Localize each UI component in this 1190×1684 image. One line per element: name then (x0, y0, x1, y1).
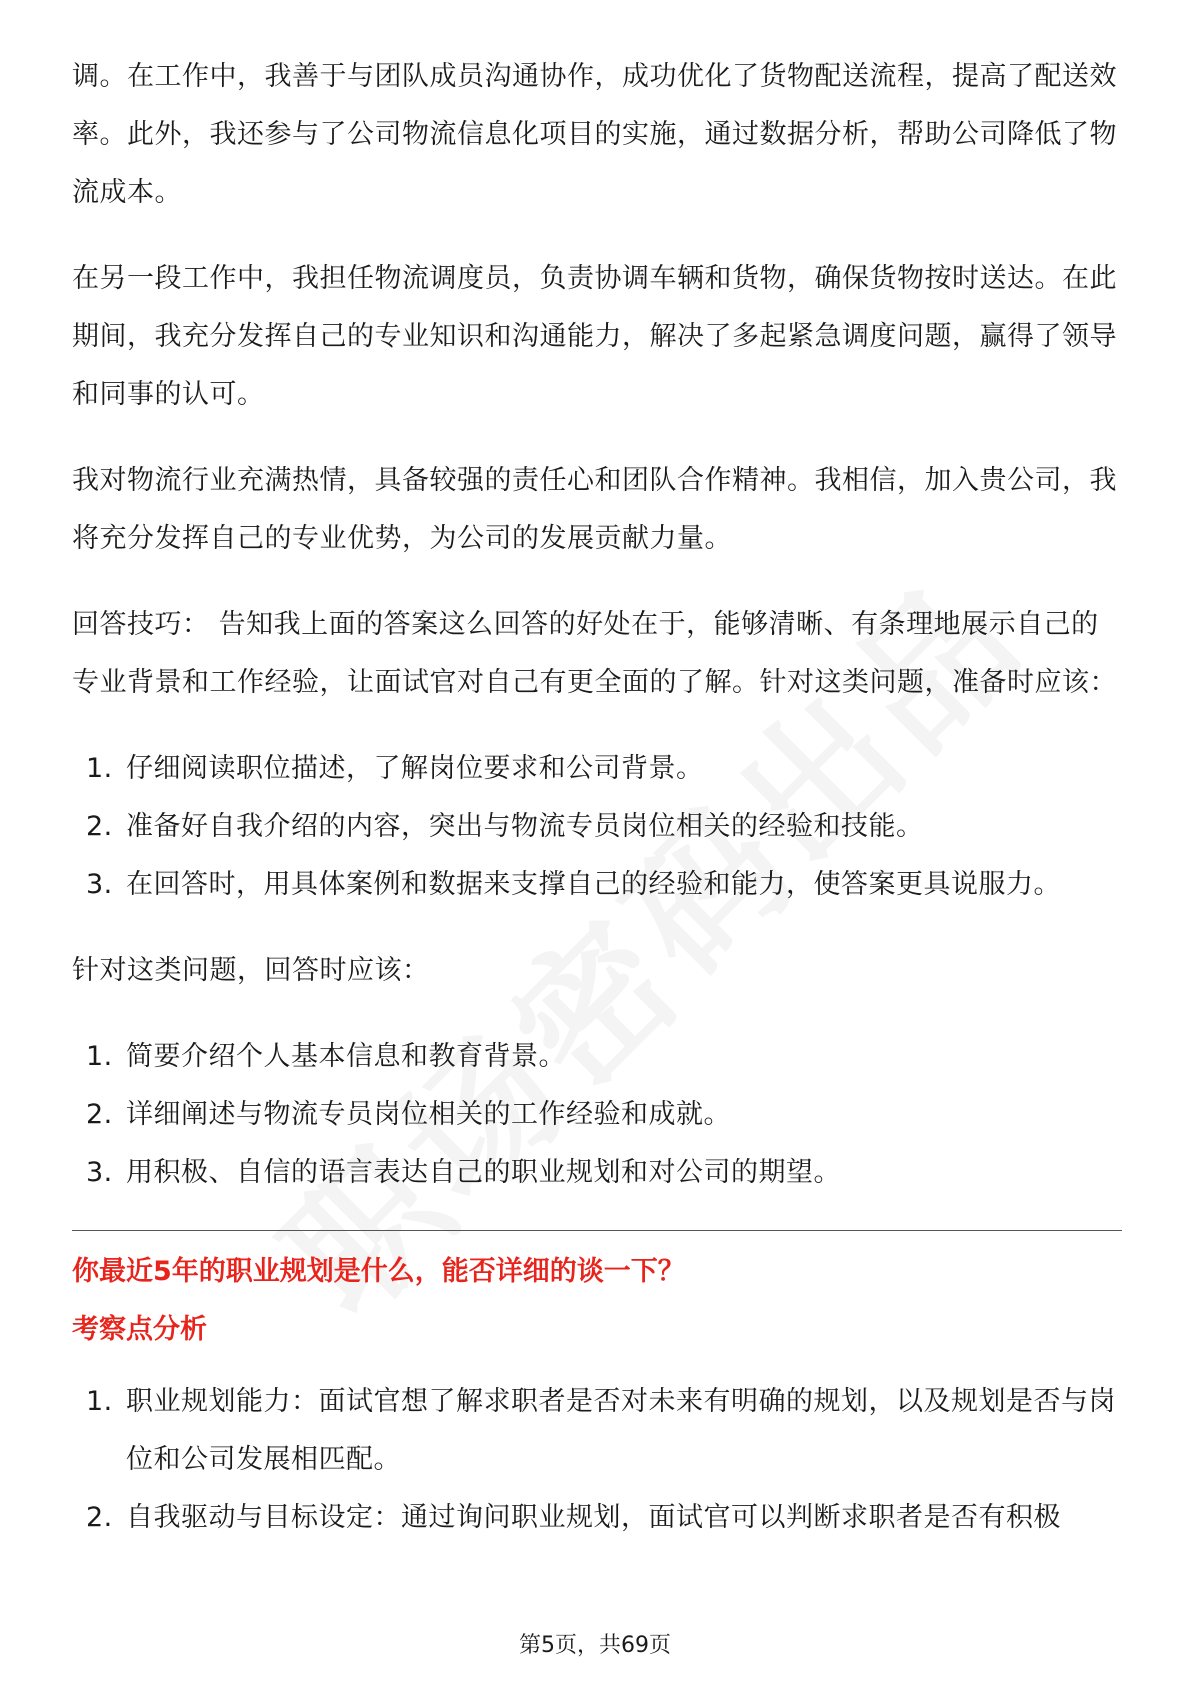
section-divider (72, 1230, 1122, 1231)
paragraph: 调。在工作中，我善于与团队成员沟通协作，成功优化了货物配送流程，提高了配送效率。此外，我还参与了公司物流信息化项目的实施，通过数据分析，帮助公司降低了物流成本。 (72, 61, 1117, 208)
answer-list (72, 1028, 1122, 1202)
list-item (72, 856, 1122, 914)
paragraph: 我对物流行业充满热情，具备较强的责任心和团队合作精神。我相信，加入贵公司，我将充分发挥自己的专业优势，为公司的发展贡献力量。 (72, 465, 1117, 554)
list-item (72, 1028, 1122, 1086)
question-heading: 你最近5年的职业规划是什么，能否详细的谈一下？ (72, 1256, 685, 1287)
list-number: 1. (86, 753, 113, 784)
answer-tips-paragraph: 回答技巧： 告知我上面的答案这么回答的好处在于，能够清晰、有条理地展示自己的专业背景和工作经验，让面试官对自己有更全面的了解。针对这类问题，准备时应该： (72, 609, 1117, 698)
section-title: 考察点分析 (72, 1314, 207, 1345)
list-item (72, 1086, 1122, 1144)
list-number: 3. (86, 869, 113, 900)
list-number: 2. (86, 811, 113, 842)
paragraph: 在另一段工作中，我担任物流调度员，负责协调车辆和货物，确保货物按时送达。在此期间，我充分发挥自己的专业知识和沟通能力，解决了多起紧急调度问题，赢得了领导和同事的认可。 (72, 263, 1117, 410)
list-item (72, 1489, 1122, 1547)
document-page (72, 48, 1122, 1575)
list-number: 1. (86, 1041, 113, 1072)
list-item (72, 1144, 1122, 1202)
list-item (72, 798, 1122, 856)
list-item (72, 740, 1122, 798)
preparation-list (72, 740, 1122, 914)
list-number: 3. (86, 1157, 113, 1188)
list-number: 2. (86, 1502, 113, 1533)
paragraph: 针对这类问题，回答时应该： (72, 955, 430, 986)
list-item-text: 职业规划能力：面试官想了解求职者是否对未来有明确的规划，以及规划是否与岗位和公司发展相匹配。 (126, 1386, 1116, 1475)
page-footer: 第5页，共69页 (519, 1633, 671, 1658)
list-item-text: 仔细阅读职位描述，了解岗位要求和公司背景。 (126, 753, 704, 784)
list-item-text: 简要介绍个人基本信息和教育背景。 (126, 1041, 566, 1072)
list-item-text: 准备好自我介绍的内容，突出与物流专员岗位相关的经验和技能。 (126, 811, 924, 842)
list-item-text: 用积极、自信的语言表达自己的职业规划和对公司的期望。 (126, 1157, 841, 1188)
list-item-text: 自我驱动与目标设定：通过询问职业规划，面试官可以判断求职者是否有积极 (126, 1502, 1061, 1533)
list-number: 2. (86, 1099, 113, 1130)
list-item-text: 详细阐述与物流专员岗位相关的工作经验和成就。 (126, 1099, 731, 1130)
list-item-text: 在回答时，用具体案例和数据来支撑自己的经验和能力，使答案更具说服力。 (126, 869, 1061, 900)
list-item (72, 1373, 1122, 1489)
list-number: 1. (86, 1386, 113, 1417)
analysis-list (72, 1373, 1122, 1547)
